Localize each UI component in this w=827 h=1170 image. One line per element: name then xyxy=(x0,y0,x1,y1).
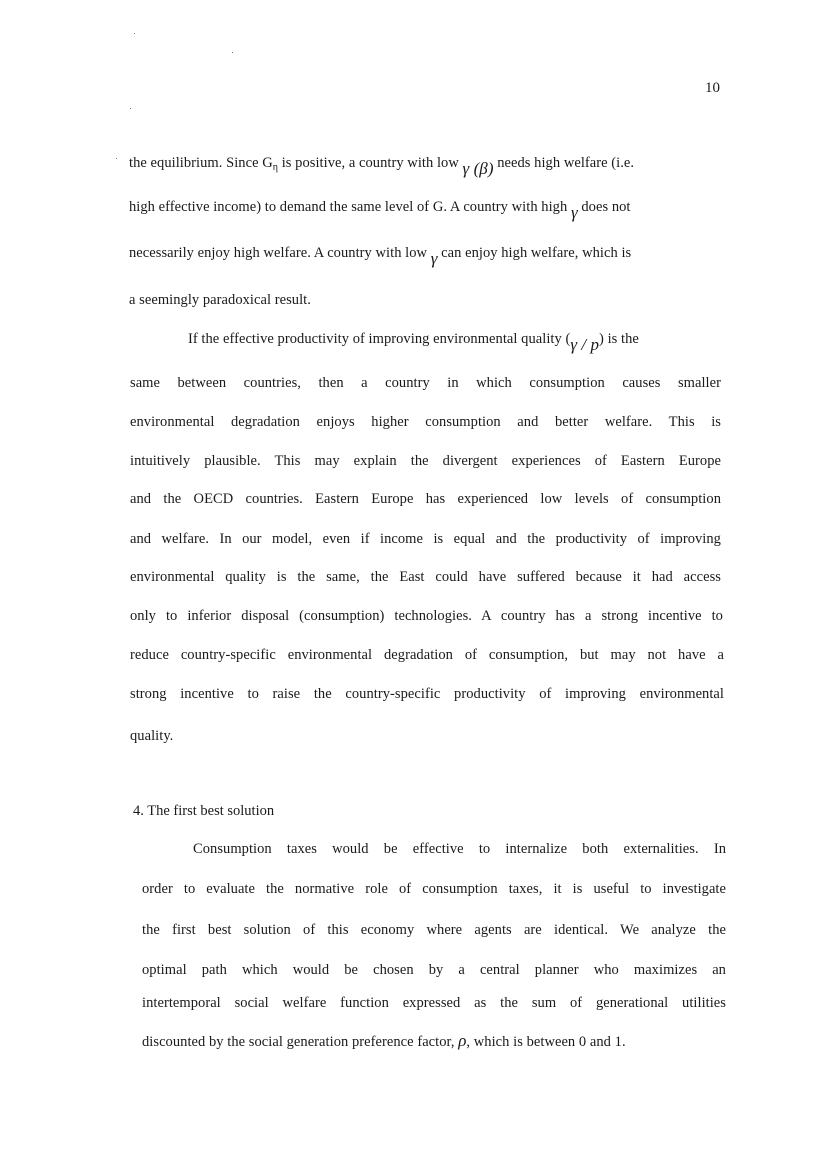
text-run: needs high welfare (i.e. xyxy=(493,155,635,171)
math-symbol: γ xyxy=(430,249,438,268)
paragraph-3-line-1: Consumption taxes would be effective to internalize both externalities. In xyxy=(193,841,726,857)
paragraph-2-line-4: intuitively plausible. This may explain the divergent experiences of Eastern Europe xyxy=(130,453,721,469)
paragraph-2-line-11: quality. xyxy=(130,728,174,744)
math-symbol: γ (β) xyxy=(462,159,494,178)
page-number: 10 xyxy=(705,80,720,96)
text-run: is positive, a country with low xyxy=(278,155,463,171)
subscript: η xyxy=(272,162,279,173)
paragraph-3-line-2: order to evaluate the normative role of consumption taxes, it is useful to investigate xyxy=(142,881,726,897)
text-run: high effective income) to demand the same level of G. A country with high xyxy=(129,199,571,215)
paragraph-2-line-2: same between countries, then a country in which consumption causes smaller xyxy=(130,375,721,391)
math-symbol: ρ xyxy=(458,1031,467,1050)
math-symbol: γ / p xyxy=(570,335,600,354)
paragraph-2-line-8: only to inferior disposal (consumption) technologies. A country has a strong incentive to xyxy=(130,608,723,624)
text-run: the equilibrium. Since G xyxy=(129,155,273,171)
paragraph-3-line-4: optimal path which would be chosen by a central planner who maximizes an xyxy=(142,962,726,978)
paragraph-2-line-6: and welfare. In our model, even if income is equal and the productivity of improving xyxy=(130,531,721,547)
paragraph-1-line-3 xyxy=(129,242,720,268)
paragraph-3-line-5: intertemporal social welfare function expressed as the sum of generational utilities xyxy=(142,995,726,1011)
paragraph-2-line-7: environmental quality is the same, the East could have suffered because it had access xyxy=(130,569,721,585)
paragraph-2-line-9: reduce country-specific environmental degradation of consumption, but may not have a xyxy=(130,647,724,663)
text-run: , which is between 0 and 1. xyxy=(466,1034,626,1050)
paragraph-1-line-1 xyxy=(129,152,720,178)
text-run: can enjoy high welfare, which is xyxy=(437,245,632,261)
paragraph-1-line-2 xyxy=(129,196,720,222)
scan-speck xyxy=(134,33,135,34)
paragraph-2-line-5: and the OECD countries. Eastern Europe has experienced low levels of consumption xyxy=(130,491,721,507)
scan-speck xyxy=(232,52,233,53)
paragraph-2-line-3: environmental degradation enjoys higher consumption and better welfare. This is xyxy=(130,414,721,430)
text-run: necessarily enjoy high welfare. A country with low xyxy=(129,245,431,261)
math-symbol: γ xyxy=(570,203,578,222)
scan-speck xyxy=(116,158,117,159)
paragraph-2-line-10: strong incentive to raise the country-specific productivity of improving environmental xyxy=(130,686,724,702)
paragraph-3-line-3: the first best solution of this economy where agents are identical. We analyze the xyxy=(142,922,726,938)
paragraph-3-line-6 xyxy=(142,1031,726,1052)
scan-speck xyxy=(130,108,131,109)
text-run: If the effective productivity of improving environmental quality ( xyxy=(188,331,571,347)
paragraph-1-line-4: a seemingly paradoxical result. xyxy=(129,292,311,308)
text-run: ) is the xyxy=(599,331,639,347)
text-run: discounted by the social generation preference factor, xyxy=(142,1034,459,1050)
paragraph-2-line-1 xyxy=(188,328,720,354)
text-run: does not xyxy=(577,199,631,215)
section-heading: 4. The first best solution xyxy=(133,803,275,819)
